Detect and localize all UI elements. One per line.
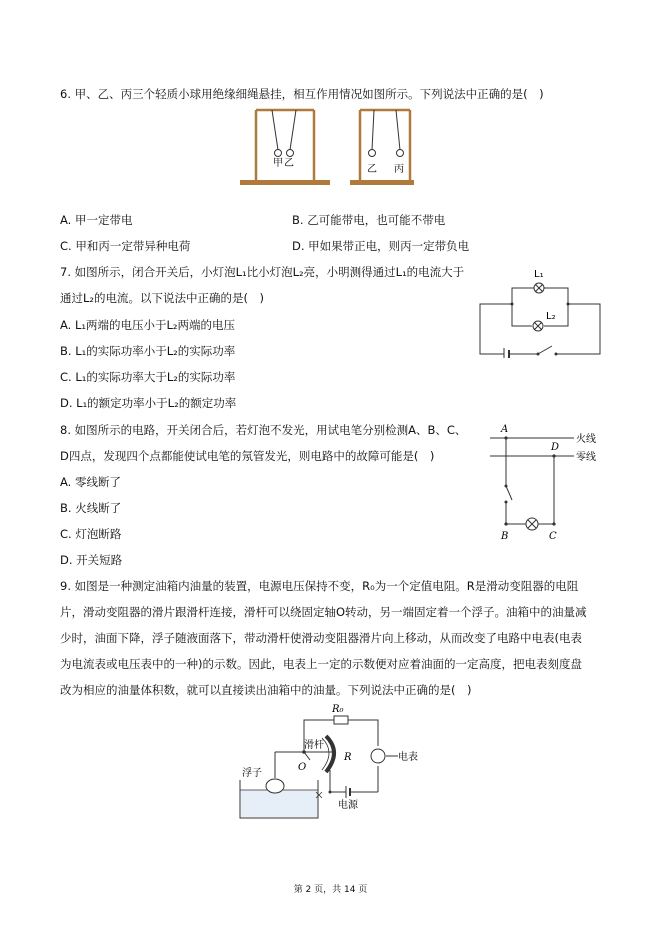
point-b-label: B [501,531,509,542]
r-label: R [344,752,352,763]
page-footer: 第 2 页，共 14 页 [293,885,368,895]
q7-option-c: C. L₁的实际功率大于L₂的实际功率 [60,370,236,384]
q8-option-c: C. 灯泡断路 [60,527,122,541]
ball-bing [397,150,404,157]
q9-stem-line3: 少时，油面下降，浮子随液面落下，带动滑杆使滑动变阻器滑片向上移动，从而改变了电路中电表(电表 [60,631,582,645]
q6-option-d: D. 甲如果带正电，则丙一定带负电 [292,239,470,253]
q8-option-d: D. 开关短路 [60,553,123,567]
q8-stem-line2: D四点，发现四个点都能使试电笔的氖管发光，则电路中的故障可能是( ) [60,449,435,463]
q9-stem-line4: 为电流表或电压表中的一种)的示数。因此，电表上一定的示数便对应着油面的一定高度，把电表刻度盘 [60,657,582,671]
ball-yi [287,150,294,157]
q7-option-d: D. L₁的额定功率小于L₂的额定功率 [60,396,237,410]
ball-bing-label: 丙 [394,164,404,175]
l2-label: L₂ [546,311,556,322]
q7-option-b: B. L₁的实际功率小于L₂的实际功率 [60,344,236,358]
q9-fuel-gauge-figure [238,700,434,824]
q7-stem-line2: 通过L₂的电流。以下说法中正确的是( ) [60,291,264,305]
ball-yi-2 [369,150,376,157]
l1-label: L₁ [534,269,544,280]
lamp-icon [526,518,538,530]
ball-jia-label: 甲 [273,158,283,169]
float-icon [266,779,284,793]
rod-label: 滑杆 [304,740,324,751]
resistor-r0-icon [334,716,348,724]
rheostat-r-icon [326,736,334,772]
lamp-l1-icon [534,283,544,293]
neutral-wire-label: 零线 [576,452,596,463]
float-label: 浮子 [242,768,262,779]
q8-option-b: B. 火线断了 [60,501,122,515]
q6-option-a: A. 甲一定带电 [60,213,133,227]
q8-stem-line1: 8. 如图所示的电路，开关闭合后，若灯泡不发光，用试电笔分别检测A、B、C、 [60,423,467,437]
meter-icon [371,749,385,763]
o-label: O [298,762,307,773]
lamp-l2-icon [533,321,543,331]
meter-label: 电表 [398,752,418,763]
r0-label: R₀ [332,704,344,715]
q8-option-a: A. 零线断了 [60,475,121,489]
ball-jia [275,150,282,157]
source-label: 电源 [338,800,358,811]
q6-option-c: C. 甲和丙一定带异种电荷 [60,239,191,253]
point-c-label: C [549,531,557,542]
q9-stem-line1: 9. 如图是一种测定油箱内油量的装置，电源电压保持不变，R₀为一个定值电阻。R是滑动变阻器的电阻 [60,579,579,593]
q9-stem-line5: 改为相应的油量体积数，就可以直接读出油箱中的油量。下列说法中正确的是( ) [60,683,472,697]
live-wire-label: 火线 [576,434,596,445]
q8-circuit-figure [486,420,604,544]
q7-stem-line1: 7. 如图所示，闭合开关后，小灯泡L₁比小灯泡L₂亮，小明测得通过L₁的电流大于 [60,265,465,279]
q6-option-b: B. 乙可能带电，也可能不带电 [292,213,446,227]
point-d-label: D [551,442,560,453]
q7-circuit-figure [476,266,604,358]
point-a-label: A [501,424,509,435]
q9-stem-line2: 片，滑动变阻器的滑片跟滑杆连接，滑杆可以绕固定轴O转动，另一端固定着一个浮子。油箱中的油量减 [60,605,587,619]
q6-figure [238,104,418,186]
q7-option-a: A. L₁两端的电压小于L₂两端的电压 [60,318,236,332]
ball-yi-label: 乙 [284,158,294,169]
ball-yi-2-label: 乙 [367,164,377,175]
q6-stem: 6. 甲、乙、丙三个轻质小球用绝缘细绳悬挂，相互作用情况如图所示。下列说法中正确的是( ) [60,87,544,101]
